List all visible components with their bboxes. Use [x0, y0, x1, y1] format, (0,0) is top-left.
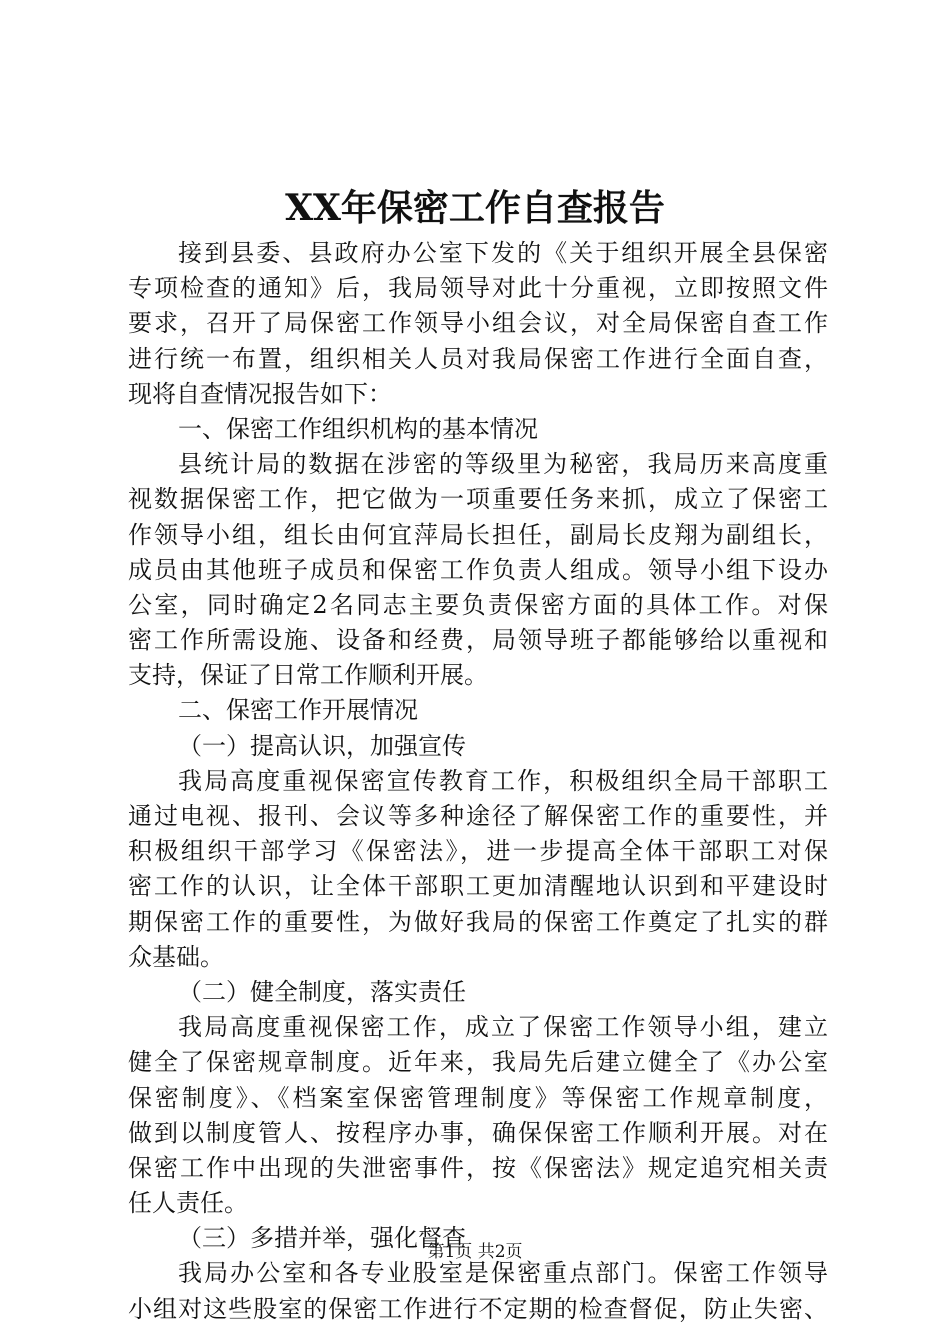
page-footer: 第1页 共2页: [427, 1242, 523, 1262]
text-line: 密工作的认识，让全体干部职工更加清醒地认识到和平建设时: [128, 872, 828, 901]
text-line: （三）多措并举，强化督查: [178, 1224, 466, 1253]
text-line: 要求，召开了局保密工作领导小组会议，对全局保密自查工作: [128, 309, 828, 338]
text-line: 视数据保密工作，把它做为一项重要任务来抓，成立了保密工: [128, 485, 828, 514]
document-body: [128, 236, 828, 1327]
body-paragraph: [128, 1010, 828, 1221]
text-line: 专项检查的通知》后，我局领导对此十分重视，立即按照文件: [128, 274, 828, 303]
document-title: XX年保密工作自查报告: [285, 187, 665, 229]
text-line: 我局高度重视保密宣传教育工作，积极组织全局干部职工: [178, 766, 828, 795]
text-line: 健全了保密规章制度。近年来，我局先后建立健全了《办公室: [128, 1048, 828, 1077]
text-line: 密工作所需设施、设备和经费，局领导班子都能够给以重视和: [128, 626, 828, 655]
text-line: （一）提高认识，加强宣传: [178, 731, 466, 760]
text-line: 保密工作中出现的失泄密事件，按《保密法》规定追究相关责: [128, 1153, 828, 1182]
section-heading: [128, 729, 828, 764]
text-line: 支持，保证了日常工作顺利开展。: [128, 661, 488, 690]
section-heading: [128, 975, 828, 1010]
text-line: 现将自查情况报告如下：: [128, 379, 392, 408]
text-line: 公室，同时确定2名同志主要负责保密方面的具体工作。对保: [128, 590, 828, 619]
text-line: 众基础。: [128, 942, 224, 971]
text-line: 县统计局的数据在涉密的等级里为秘密，我局历来高度重: [178, 450, 828, 479]
text-line: 通过电视、报刊、会议等多种途径了解保密工作的重要性，并: [128, 802, 828, 830]
text-line: 我局高度重视保密工作，成立了保密工作领导小组，建立: [178, 1013, 828, 1042]
text-line: 积极组织干部学习《保密法》，进一步提高全体干部职工对保: [128, 837, 828, 866]
text-line: 任人责任。: [128, 1189, 248, 1218]
text-line: 一、保密工作组织机构的基本情况: [178, 414, 538, 443]
body-paragraph: [128, 764, 828, 975]
text-line: 小组对这些股室的保密工作进行不定期的检查督促，防止失密、: [128, 1294, 828, 1323]
section-heading: [128, 412, 828, 447]
body-paragraph: [128, 1256, 828, 1326]
text-line: （二）健全制度，落实责任: [178, 977, 466, 1006]
text-line: 期保密工作的重要性，为做好我局的保密工作奠定了扎实的群: [128, 907, 828, 936]
body-paragraph: [128, 236, 828, 412]
text-line: 我局办公室和各专业股室是保密重点部门。保密工作领导: [178, 1259, 828, 1288]
text-line: 保密制度》、《档案室保密管理制度》等保密工作规章制度，: [128, 1083, 828, 1112]
text-line: 做到以制度管人、按程序办事，确保保密工作顺利开展。对在: [128, 1118, 828, 1147]
text-line: 二、保密工作开展情况: [178, 696, 418, 725]
text-line: 进行统一布置，组织相关人员对我局保密工作进行全面自查，: [128, 344, 828, 373]
text-line: 作领导小组，组长由何宜萍局长担任，副局长皮翔为副组长，: [128, 520, 828, 549]
section-heading: [128, 693, 828, 728]
text-line: 接到县委、县政府办公室下发的《关于组织开展全县保密: [178, 239, 828, 267]
text-line: 成员由其他班子成员和保密工作负责人组成。领导小组下设办: [128, 555, 828, 584]
body-paragraph: [128, 447, 828, 693]
